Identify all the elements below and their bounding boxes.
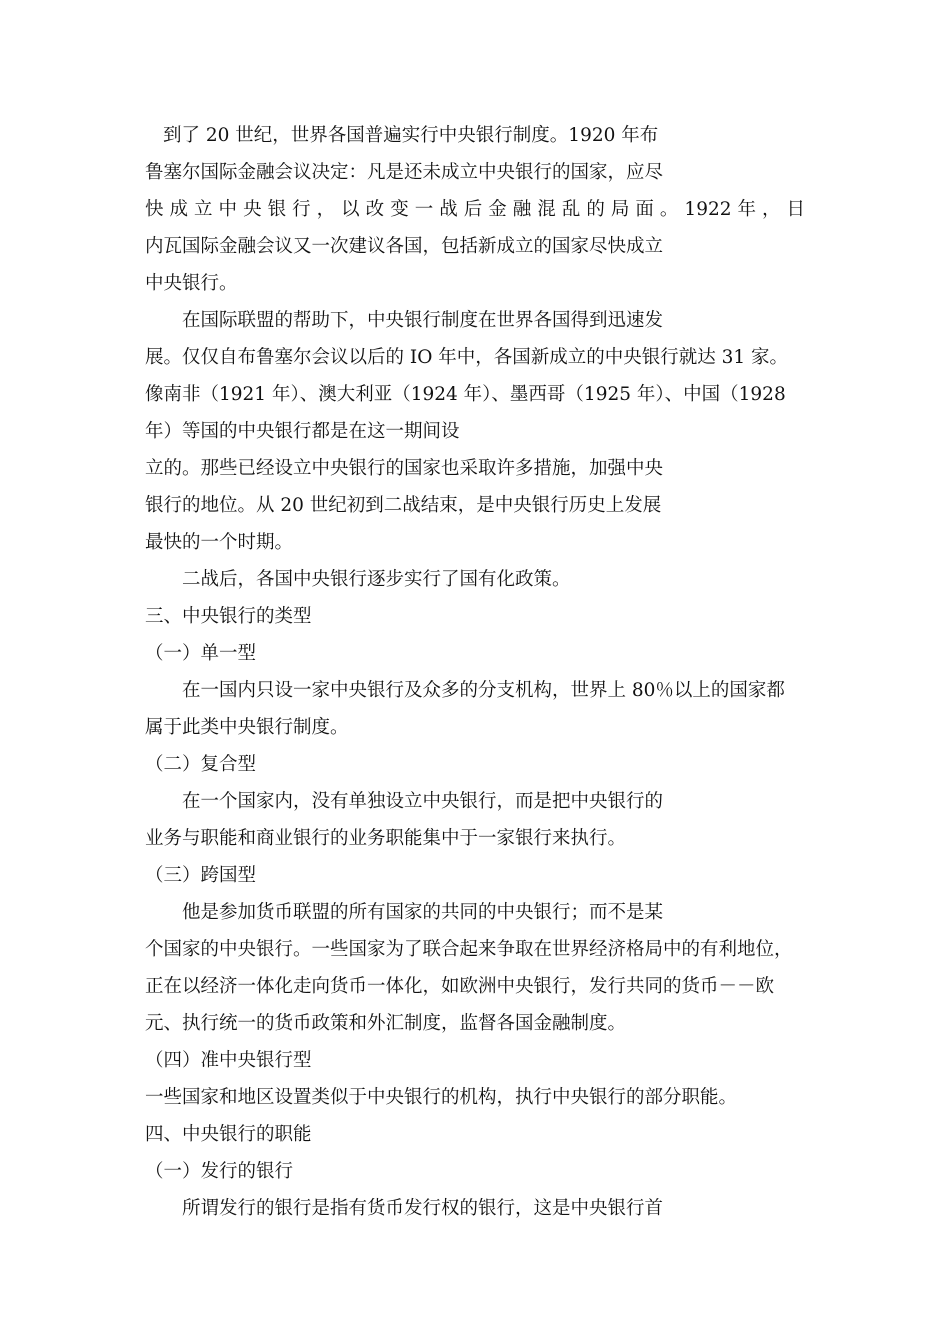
paragraph-line: 内瓦国际金融会议又一次建议各国，包括新成立的国家尽快成立 — [145, 236, 664, 257]
subsection-heading: （一）发行的银行 — [145, 1161, 294, 1182]
paragraph-line: 在一个国家内，没有单独设立中央银行，而是把中央银行的 — [182, 791, 664, 812]
section-heading: 四、中央银行的职能 — [145, 1124, 312, 1145]
paragraph-line: 展。仅仅自布鲁塞尔会议以后的 IO 年中，各国新成立的中央银行就达 31 家。 — [145, 347, 789, 368]
paragraph-line: 到了 20 世纪，世界各国普遍实行中央银行制度。1920 年布 — [163, 125, 659, 146]
subsection-heading: （一）单一型 — [145, 643, 257, 664]
subsection-heading: （四）准中央银行型 — [145, 1050, 312, 1071]
paragraph-line: 个国家的中央银行。一些国家为了联合起来争取在世界经济格局中的有利地位， — [145, 939, 793, 960]
paragraph-line: 属于此类中央银行制度。 — [145, 717, 349, 738]
paragraph-line: 所谓发行的银行是指有货币发行权的银行，这是中央银行首 — [182, 1198, 664, 1219]
paragraph-line: 在国际联盟的帮助下，中央银行制度在世界各国得到迅速发 — [182, 310, 664, 331]
paragraph-line: 立的。那些已经设立中央银行的国家也采取许多措施，加强中央 — [145, 458, 664, 479]
subsection-heading: （三）跨国型 — [145, 865, 257, 886]
paragraph-line: 鲁塞尔国际金融会议决定：凡是还未成立中央银行的国家，应尽 — [145, 162, 664, 183]
paragraph-line: 业务与职能和商业银行的业务职能集中于一家银行来执行。 — [145, 828, 627, 849]
paragraph-line: 元、执行统一的货币政策和外汇制度，监督各国金融制度。 — [145, 1013, 627, 1034]
paragraph-line: 在一国内只设一家中央银行及众多的分支机构，世界上 80％以上的国家都 — [182, 680, 785, 701]
paragraph-line: 中央银行。 — [145, 273, 238, 294]
paragraph-line: 快 成 立 中 央 银 行 ， 以 改 变 一 战 后 金 融 混 乱 的 局 面 。 1922 年 ， 日 — [145, 199, 805, 220]
paragraph-line: 一些国家和地区设置类似于中央银行的机构，执行中央银行的部分职能。 — [145, 1087, 738, 1108]
paragraph-line: 银行的地位。从 20 世纪初到二战结束，是中央银行历史上发展 — [145, 495, 662, 516]
section-heading: 三、中央银行的类型 — [145, 606, 312, 627]
paragraph-line: 像南非（1921 年）、澳大利亚（1924 年）、墨西哥（1925 年）、中国（1928 — [145, 384, 786, 405]
paragraph-line: 正在以经济一体化走向货币一体化，如欧洲中央银行，发行共同的货币－－欧 — [145, 976, 775, 997]
paragraph-line: 二战后，各国中央银行逐步实行了国有化政策。 — [182, 569, 571, 590]
paragraph-line: 最快的一个时期。 — [145, 532, 294, 553]
paragraph-line: 他是参加货币联盟的所有国家的共同的中央银行；而不是某 — [182, 902, 664, 923]
subsection-heading: （二）复合型 — [145, 754, 257, 775]
paragraph-line: 年）等国的中央银行都是在这一期间设 — [145, 421, 460, 442]
